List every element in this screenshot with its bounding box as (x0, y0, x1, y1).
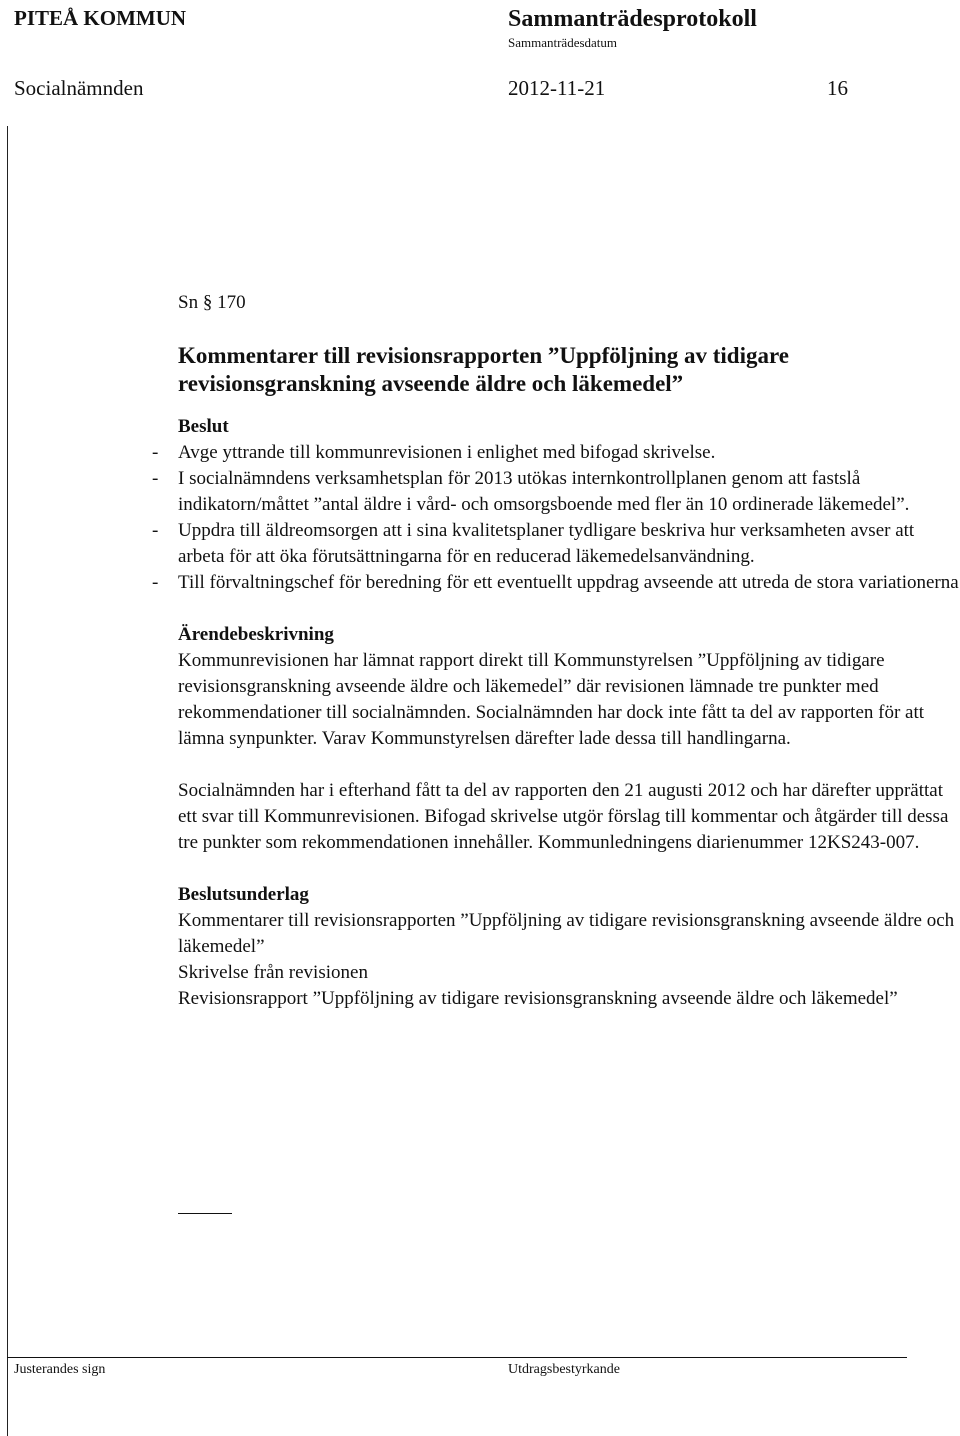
footer-certification-label: Utdragsbestyrkande (508, 1362, 620, 1377)
committee-name: Socialnämnden (14, 76, 144, 100)
document-type: Sammanträdesprotokoll (508, 6, 757, 32)
basis-heading: Beslutsunderlag (178, 884, 309, 905)
basis-item: Revisionsrapport ”Uppföljning av tidigare revisionsgranskning avseende äldre och läkemedel” (178, 988, 898, 1009)
signature-line (178, 1213, 232, 1214)
footer-divider (7, 1357, 907, 1358)
case-title: Kommentarer till revisionsrapporten ”Uppföljning av tidigare revisionsgranskning avseende äldre och läkemedel” (178, 343, 789, 396)
date-label: Sammanträdesdatum (508, 35, 618, 50)
decision-item-text: I socialnämndens verksamhetsplan för 2013 utökas internkontrollplanen genom att fastslå indikatorn/måttet ”antal äldre i vård- och omsorgsboende med fler än 10 ordinerade läkemedel”. (178, 468, 910, 515)
decision-item-text: Till förvaltningschef för beredning för ett eventuellt uppdrag avseende att utreda de stora variationerna (178, 572, 959, 593)
decision-item-text: Avge yttrande till kommunrevisionen i enlighet med bifogad skrivelse. (178, 442, 716, 463)
description-paragraph: Kommunrevisionen har lämnat rapport direkt till Kommunstyrelsen ”Uppföljning av tidigare revisionsgranskning avseende äldre och läkemedel” där revisionen lämnade tre punkter med rekommendationer till socialnämnden. Socialnämnden har dock inte fått ta del av rapporten för att lämna synpunkter. Varav Kommunstyrelsen därefter lade dessa till handlingarna. (178, 650, 925, 749)
list-dash: - (152, 572, 159, 593)
decision-heading: Beslut (178, 416, 229, 437)
footer-signature-label: Justerandes sign (14, 1362, 106, 1377)
section-spacer (178, 596, 960, 622)
decision-item (152, 518, 960, 570)
section-spacer (178, 856, 960, 882)
organization-name: PITEÅ KOMMUN (14, 6, 187, 30)
case-number: Sn § 170 (178, 292, 246, 313)
description-heading: Ärendebeskrivning (178, 624, 334, 645)
decision-item (152, 440, 960, 466)
margin-line (7, 126, 8, 1436)
list-dash: - (152, 468, 159, 489)
protocol-body (152, 290, 960, 1012)
decision-section (152, 414, 960, 596)
decision-list (152, 440, 960, 596)
page-number: 16 (827, 76, 848, 100)
decision-item-text: Uppdra till äldreomsorgen att i sina kvalitetsplaner tydligare beskriva hur verksamheten avser att arbeta för att öka förutsättningarna för en reducerad läkemedelsanvändning. (178, 520, 915, 567)
paragraph-spacer (178, 752, 960, 778)
description-paragraph: Socialnämnden har i efterhand fått ta del av rapporten den 21 augusti 2012 och har därefter upprättat ett svar till Kommunrevisionen. Bifogad skrivelse utgör förslag till kommentar och åtgärder till dessa tre punkter som rekommendationen innehåller. Kommunledningens diarienummer 12KS243-007. (178, 780, 949, 853)
list-dash: - (152, 442, 159, 463)
decision-item (152, 570, 960, 596)
basis-item: Skrivelse från revisionen (178, 962, 368, 983)
decision-item (152, 466, 960, 518)
basis-section (178, 882, 960, 1012)
description-section (178, 622, 960, 856)
list-dash: - (152, 520, 159, 541)
meeting-date: 2012-11-21 (508, 76, 606, 100)
basis-item: Kommentarer till revisionsrapporten ”Uppföljning av tidigare revisionsgranskning avseende äldre och läkemedel” (178, 910, 955, 957)
